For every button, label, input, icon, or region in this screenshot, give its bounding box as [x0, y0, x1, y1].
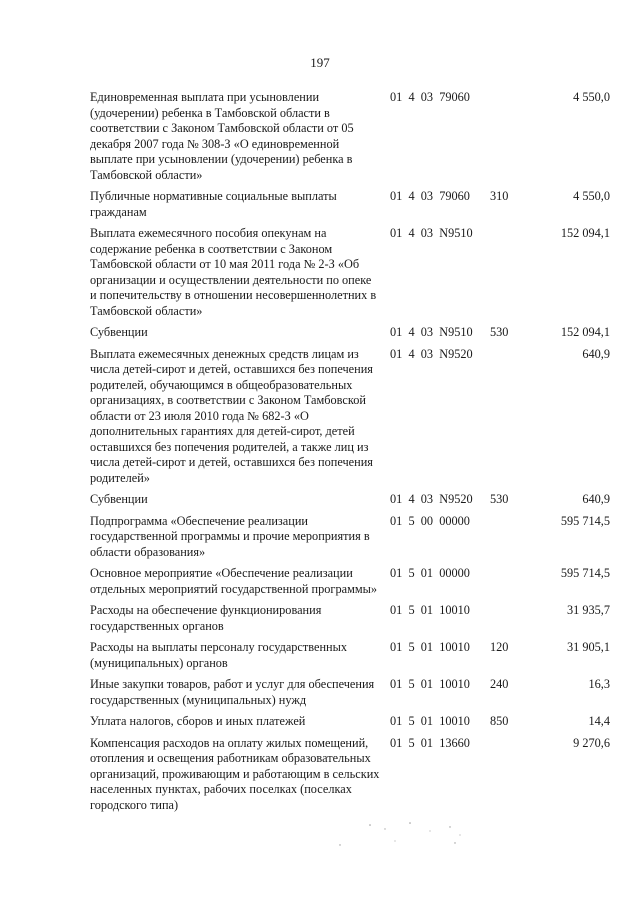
- row-amount: 31 905,1: [566, 640, 610, 654]
- row-amount: 595 714,5: [560, 566, 610, 580]
- row-amount: 4 550,0: [573, 90, 610, 104]
- row-expense-type: 310: [490, 189, 509, 203]
- row-code: 01 5 01 10010: [390, 714, 470, 728]
- scan-specks: [300, 815, 500, 855]
- row-description: Уплата налогов, сборов и иных платежей: [90, 714, 306, 728]
- table-row: [90, 603, 610, 634]
- table-row: [90, 736, 610, 814]
- row-code: 01 5 01 00000: [390, 566, 470, 580]
- row-code: 01 5 01 10010: [390, 603, 470, 617]
- table-row: [90, 492, 610, 508]
- row-description: Субвенции: [90, 492, 148, 506]
- row-description: Расходы на выплаты персоналу государственных (муниципальных) органов: [90, 640, 348, 670]
- row-amount: 152 094,1: [560, 325, 610, 339]
- row-description: Подпрограмма «Обеспечение реализации государственной программы и прочие мероприятия в области образования»: [90, 513, 370, 559]
- table-row: [90, 325, 610, 341]
- row-code: 01 5 01 10010: [390, 640, 470, 654]
- row-code: 01 4 03 N9520: [390, 346, 473, 361]
- row-description: Выплата ежемесячного пособия опекунам на содержание ребенка в соответствии с Законом Тамбовской области от 10 мая 2011 года № 2-З «Об организации и осуществлении деятельности по опеке и попечительству в отношении несовершеннолетних в Тамбовской области»: [90, 226, 377, 318]
- row-description: Расходы на обеспечение функционирования государственных органов: [90, 603, 322, 633]
- row-amount: 9 270,6: [573, 735, 610, 750]
- row-code: 01 4 03 N9510: [390, 325, 473, 339]
- row-code: 01 5 01 13660: [390, 735, 470, 750]
- row-expense-type: 530: [490, 492, 509, 506]
- row-description: Компенсация расходов на оплату жилых помещений, отопления и освещения работникам образовательных организаций, проживающим и работающим в сельских населенных пунктах, рабочих поселках (поселках городского типа): [90, 735, 380, 812]
- row-amount: 31 935,7: [566, 603, 610, 617]
- row-expense-type: 850: [490, 714, 509, 728]
- row-description: Публичные нормативные социальные выплаты гражданам: [90, 189, 337, 219]
- row-amount: 152 094,1: [560, 226, 610, 240]
- row-amount: 16,3: [588, 677, 610, 691]
- row-code: 01 4 03 N9520: [390, 492, 473, 506]
- table-row: [90, 347, 610, 487]
- table-row: [90, 566, 610, 597]
- row-description: Единовременная выплата при усыновлении (удочерении) ребенка в Тамбовской области в соответствии с Законом Тамбовской области от 05 декабря 2007 года № 308-З «О единовременной выплате при усыновлении (удочерении) ребенка в Тамбовской области»: [90, 90, 354, 182]
- table-row: [90, 90, 610, 183]
- table-row: [90, 714, 610, 730]
- row-code: 01 4 03 79060: [390, 189, 470, 203]
- page-number: 197: [310, 55, 330, 70]
- table-row: [90, 677, 610, 708]
- budget-table: [90, 90, 610, 819]
- table-row: [90, 226, 610, 319]
- row-expense-type: 120: [490, 640, 509, 654]
- row-code: 01 4 03 79060: [390, 90, 470, 104]
- row-amount: 14,4: [588, 714, 610, 728]
- row-expense-type: 240: [490, 677, 509, 691]
- row-amount: 4 550,0: [573, 189, 610, 203]
- row-code: 01 4 03 N9510: [390, 226, 473, 240]
- row-code: 01 5 00 00000: [390, 513, 470, 528]
- row-amount: 640,9: [582, 346, 610, 361]
- row-description: Выплата ежемесячных денежных средств лицам из числа детей-сирот и детей, оставшихся без попечения родителей, обучающимся в общеобразовательных организациях, в соответствии с Законом Тамбовской области от 23 июля 2010 года № 682-З «О дополнительных гарантиях для детей-сирот, детей оставшихся без попечения родителей, а также лиц из числа детей-сирот и детей, оставшихся без попечения родителей»: [90, 346, 373, 485]
- table-row: [90, 189, 610, 220]
- row-amount: 640,9: [582, 492, 610, 506]
- row-code: 01 5 01 10010: [390, 677, 470, 691]
- row-expense-type: 530: [490, 325, 509, 339]
- table-row: [90, 514, 610, 561]
- row-description: Субвенции: [90, 325, 148, 339]
- row-amount: 595 714,5: [560, 513, 610, 528]
- row-description: Основное мероприятие «Обеспечение реализации отдельных мероприятий государственной программы»: [90, 566, 378, 596]
- row-description: Иные закупки товаров, работ и услуг для обеспечения государственных (муниципальных) нужд: [90, 677, 375, 707]
- table-row: [90, 640, 610, 671]
